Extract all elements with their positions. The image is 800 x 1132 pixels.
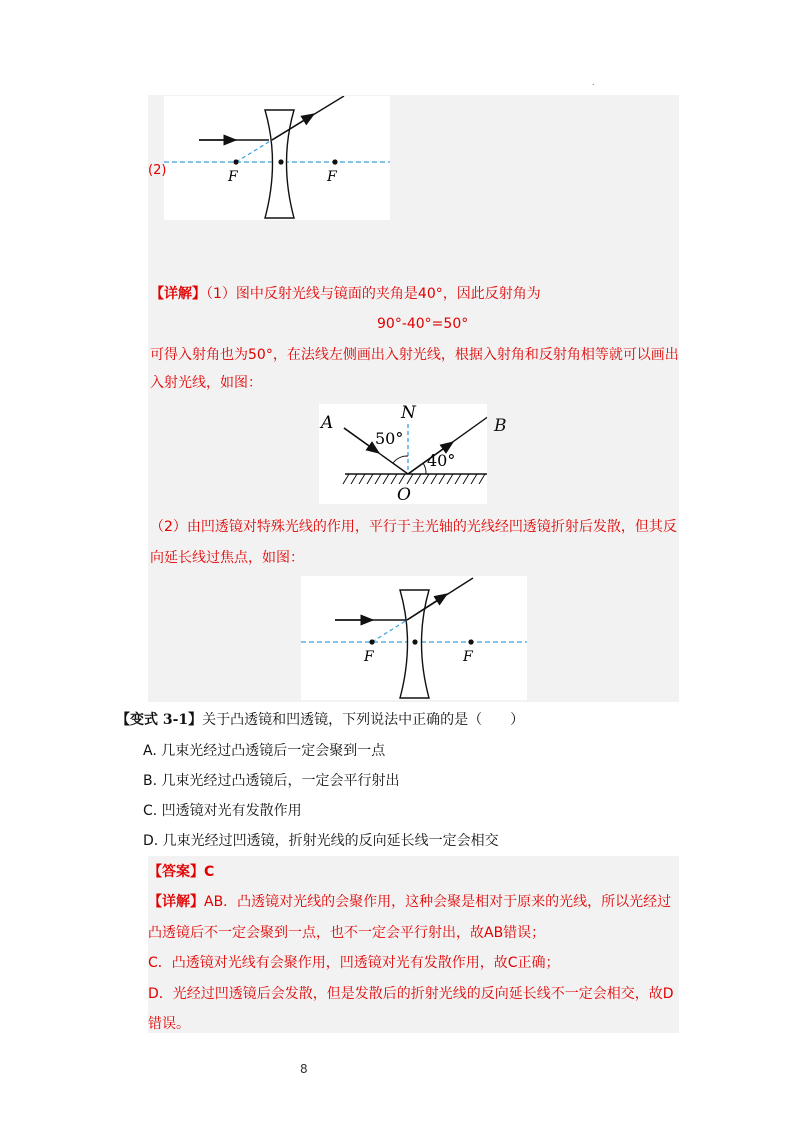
concave-lens-figure-2 [301,576,527,700]
answer-line [148,861,214,883]
incident-ray-arrow [344,428,379,453]
question-stem [116,709,524,731]
extension-line [372,620,407,642]
page-number: 8 [300,1062,308,1076]
explanation-3-line-2: 凸透镜后不一定会聚到一点，也不一定会平行射出，故AB错误； [148,925,546,941]
focal-point-left [233,159,238,164]
explanation-1-line-2: 可得入射角也为50°，在法线左侧画出入射光线，根据入射角和反射角相等就可以画出 [150,347,679,363]
explanation-2-line-1: （2）由凹透镜对特殊光线的作用，平行于主光轴的光线经凹透镜折射后发散，但其反 [150,519,677,535]
concave-lens-diagram-1 [164,96,390,220]
explanation-1-text: （1）图中反射光线与镜面的夹角是40°，因此反射角为 [206,286,541,302]
explanation-2-line-2: 向延长线过焦点，如图： [150,550,304,566]
extension-line [236,140,272,162]
reflection-figure [319,404,487,504]
focus-label-left: F [364,649,374,665]
answer-value: C [204,864,215,880]
surface-angle-label: 40° [427,451,456,470]
explanation-3-text: AB．凸透镜对光线的会聚作用，这种会聚是相对于原来的光线，所以光经过 [204,894,672,910]
option-c: C. 凹透镜对光有发散作用 [143,803,302,819]
concave-lens-figure-1 [164,96,390,220]
formula: 90°-40°=50° [377,316,469,332]
focus-label-right: F [327,169,337,185]
answer-block [148,856,679,1033]
label-a: A [321,413,334,433]
explanation-3-line-4: D．光经过凹透镜后会发散，但是发散后的折射光线的反向延长线不一定会相交，故D [148,986,674,1002]
label-b-outer: B [494,416,507,436]
explanation-1-line-1 [150,283,541,305]
mirror-hatching [343,474,485,484]
reflection-diagram [319,404,487,504]
part-2-label: (2) [148,163,167,178]
incident-angle-label: 50° [375,429,404,448]
explanation-1-line-3: 入射光线，如图： [150,375,262,391]
explanation-3-tag: 【详解】 [148,894,204,910]
explanation-3-line-5: 错误。 [148,1016,190,1032]
explanation-3-line-1 [148,891,671,913]
focal-point-right [468,639,473,644]
label-o: O [397,485,411,504]
explanation-3-line-3: C．凸透镜对光线有会聚作用，凹透镜对光有发散作用，故C正确； [148,955,560,971]
option-a: A. 几束光经过凸透镜后一定会聚到一点 [143,743,386,759]
optical-center [278,159,283,164]
page-marker: . [592,78,595,87]
explanation-tag: 【详解】 [150,286,206,302]
concave-lens-diagram-2 [301,576,527,700]
question-text: 关于凸透镜和凹透镜，下列说法中正确的是（ ） [202,712,525,728]
optical-center [412,639,417,644]
label-n: N [401,404,416,423]
answer-tag: 【答案】 [148,864,204,880]
focus-label-right: F [463,649,473,665]
surface-angle-arc [423,463,426,474]
focal-point-left [369,639,374,644]
incident-angle-arc [393,456,408,463]
option-b: B. 几束光经过凸透镜后，一定会平行射出 [143,773,400,789]
focus-label-left: F [228,169,238,185]
question-tag: 【变式 3-1】 [116,712,203,728]
focal-point-right [332,159,337,164]
option-d: D. 几束光经过凹透镜，折射光线的反向延长线一定会相交 [143,833,499,849]
